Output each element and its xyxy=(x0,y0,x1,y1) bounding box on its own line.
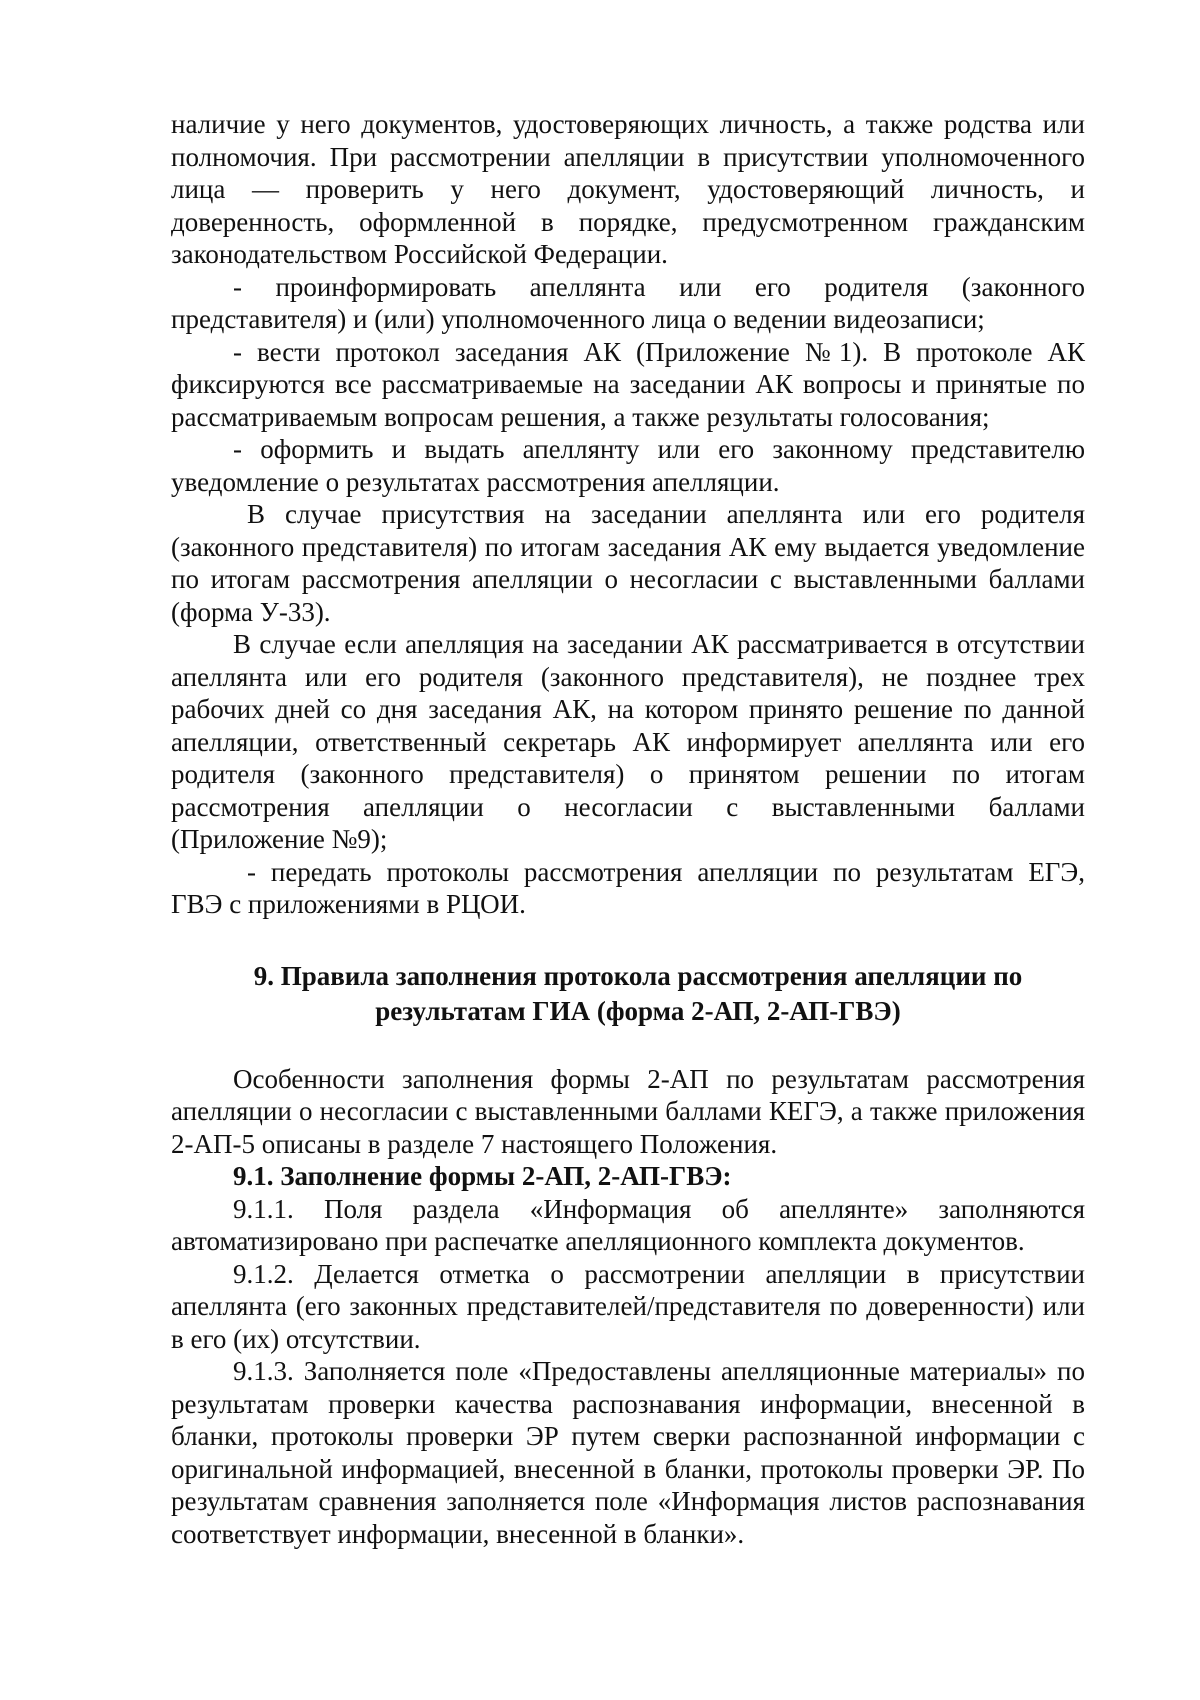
section-intro: Особенности заполнения формы 2-АП по результатам рассмотрения апелляции о несогласии с выставленными баллами КЕГЭ, а также приложения 2-АП-5 описаны в разделе 7 настоящего Положения. xyxy=(171,1063,1085,1159)
section-heading-line1: 9. Правила заполнения протокола рассмотрения апелляции по xyxy=(253,960,1023,991)
paragraph-transfer-protocols: - передать протоколы рассмотрения апелляции по результатам ЕГЭ, ГВЭ с приложениями в РЦОИ. xyxy=(171,856,1085,919)
item-9-1-2: 9.1.2. Делается отметка о рассмотрении апелляции в присутствии апеллянта (его законных представителей/представителя по доверенности) или в его (их) отсутствии. xyxy=(171,1258,1085,1354)
item-9-1-3: 9.1.3. Заполняется поле «Предоставлены апелляционные материалы» по результатам проверки качества распознавания информации, внесенной в бланки, протоколы проверки ЭР путем сверки распознанной информации с оригинальной информацией, внесенной в бланки, протоколы проверки ЭР. По результатам сравнения заполняется поле «Информация листов распознавания соответствует информации, внесенной в бланки». xyxy=(171,1356,1085,1549)
subsection-heading: 9.1. Заполнение формы 2-АП, 2-АП-ГВЭ: xyxy=(233,1161,732,1191)
paragraph-absence-case: В случае если апелляция на заседании АК рассматривается в отсутствии апеллянта или его родителя (законного представителя), не позднее трех рабочих дней со дня заседания АК, на котором принято решение по данной апелляции, ответственный секретарь АК информирует апеллянта или его родителя (законного представителя) о принятом решении по итогам рассмотрения апелляции о несогласии с выставленными баллами (Приложение №9); xyxy=(171,629,1085,854)
item-9-1-1: 9.1.1. Поля раздела «Информация об апеллянте» заполняются автоматизировано при распечатке апелляционного комплекта документов. xyxy=(171,1193,1085,1256)
paragraph-documents-check: наличие у него документов, удостоверяющих личность, а также родства или полномочия. При рассмотрении апелляции в присутствии уполномоченного лица — проверить у него документ, удостоверяющий личность, и доверенность, оформленной в порядке, предусмотренном гражданским законодательством Российской Федерации. xyxy=(171,109,1085,269)
paragraph-presence-case: В случае присутствия на заседании апеллянта или его родителя (законного представителя) по итогам заседания АК ему выдается уведомление по итогам рассмотрения апелляции о несогласии с выставленными баллами (форма У-33). xyxy=(171,499,1085,627)
paragraph-notification: - оформить и выдать апеллянту или его законному представителю уведомление о результатах рассмотрения апелляции. xyxy=(171,434,1085,497)
document-body xyxy=(171,108,1085,1550)
section-heading-line2: результатам ГИА (форма 2-АП, 2-АП-ГВЭ) xyxy=(375,995,901,1026)
paragraph-video-notice: - проинформировать апеллянта или его родителя (законного представителя) и (или) уполномоченного лица о ведении видеозаписи; xyxy=(171,271,1085,334)
paragraph-protocol: - вести протокол заседания АК (Приложение №1). В протоколе АК фиксируются все рассматриваемые на заседании АК вопросы и принятые по рассматриваемым вопросам решения, а также результаты голосования; xyxy=(171,336,1085,432)
section-heading xyxy=(171,959,1085,1029)
